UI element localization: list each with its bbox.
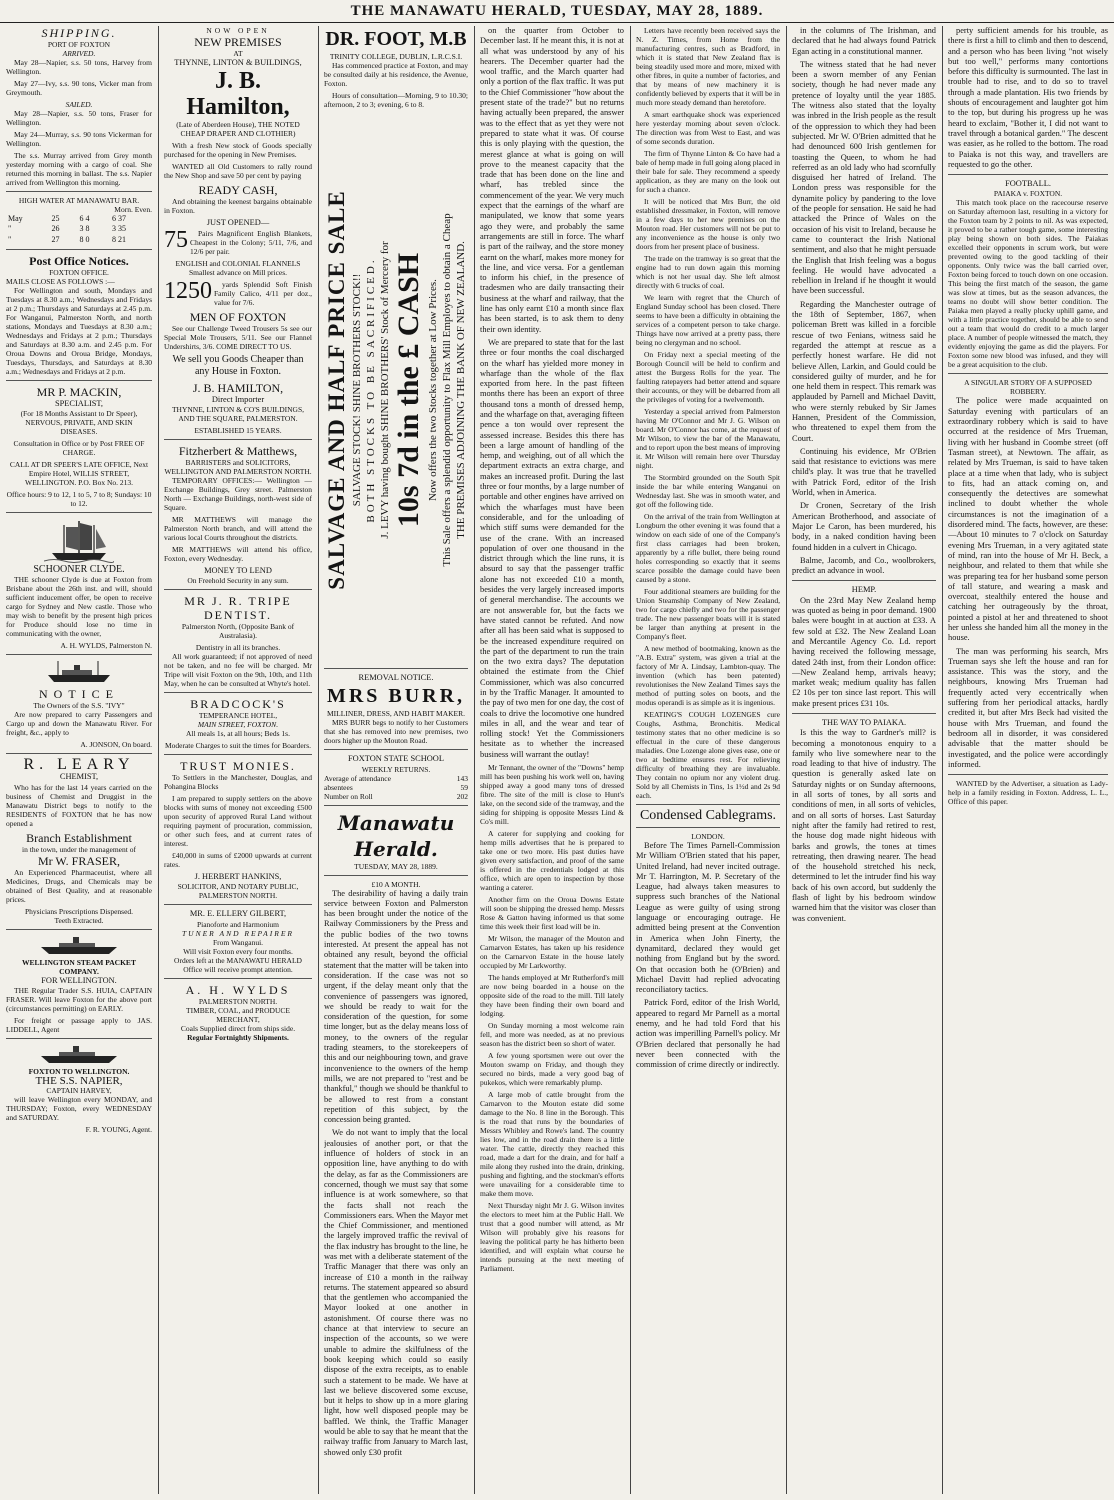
wylds-location: PALMERSTON NORTH. [198, 996, 278, 1006]
wylds-heading: A. H. WYLDS [185, 982, 291, 997]
cable-place: LONDON. [691, 832, 725, 841]
blankets-block [164, 229, 312, 259]
news-item: A large mob of cattle brought from the Carnarvon to the Mouton estate did some damage to the No. 8 line in the Borough. This is the road that runs by the boundaries of Messrs Whibley and Rowe's land. The country lies low, and in the road drain there is a little water. The cattle, directly they reached this road, made a dart for the drain, and for half a mile along they rushed into the drain, drinking, pushing and fighting, and the stockman's efforts were unavailing for a considerable time to make them move. [480, 1090, 624, 1199]
news-item: On the arrival of the train from Wellington at Longburn the other evening it was found that a window on each side of one of the Company's first class carriages had been broken, apparently by a rifle bullet, there being round holes corresponding so exactly that it seems scarce possible the damage could have been caused by a stone. [636, 512, 780, 584]
tripe-body: Dentistry in all its branches. [195, 643, 281, 653]
importer: Direct Importer [211, 394, 265, 404]
ellery-from: From Wanganui. [212, 937, 264, 947]
mackin-hours: Office hours: 9 to 12, 1 to 5, 7 to 8; Sundays: 10 to 12. [6, 490, 152, 509]
established: ESTABLISHED 15 YEARS. [194, 425, 282, 435]
foot-heading: DR. FOOT, M.B [325, 28, 467, 50]
removal-heading: REMOVAL NOTICE. [358, 673, 434, 682]
mails-heading: MAILS CLOSE AS FOLLOWS :— [6, 276, 115, 286]
news-item: Yesterday a special arrived from Palmerston having Mr O'Connor and Mr J. G. Wilson on board. Mr O'Connor has come, at the request of Mr Wilson, to view the bar of the Manawatu, and to report upon the best means of improving it. Mr Wilson will remain here over Thursday night. [636, 407, 780, 470]
hamilton-late: (Late of Aberdeen House), THE NOTED CHEAP DRAPER AND CLOTHIER) [176, 120, 300, 139]
jbh-address: THYNNE, LINTON & CO'S BUILDINGS, AND THE SQUARE, PALMERSTON. [171, 404, 305, 423]
shipping-heading: SHIPPING. [41, 26, 117, 40]
story-paragraph: The police were made acquainted on Saturday evening with particulars of an extraordinary robbery which is said to have occurred at the residence of Mrs Trueman, living with her husband in Coombe street (off Tasman street), at Newtown. The affair, as related by Mrs Trueman, is said to have taken place at a time when that lady, who is subject to fits, had an attack coming on, and consequently the detectives are somewhat inclined to doubt whether the whole circumstances is not the imagination of a disordered mind. The facts, however, are these:—About 10 minutes to 7 o'clock on Saturday evening Mrs Trueman, in a very agitated state of mind, ran into the house of Mr H. Beck, a neighbour, and related to them that while she was preparing tea for her husband some person of tall stature, and wearing a mask and overcoat, stealthily entered the house and catching her outrageously by the throat, pointed a pistol at her and threatened to shoot her unless she handed him all the money in the house. [948, 396, 1108, 643]
column-5 [636, 26, 780, 1494]
tide-day: 27 [51, 234, 60, 244]
just-opened: JUST OPENED— [206, 218, 270, 228]
cable-continued: in the columns of The Irishman, and declared that he had always found Patrick Egan acting in a constitutional manner. [792, 26, 936, 56]
calico-block [164, 280, 312, 310]
fraser-name: Mr W. FRASER, [37, 853, 121, 868]
news-item: A smart earthquake shock was experienced here yesterday morning about seven o'clock. The direction was from West to East, and was of some seconds duration. [636, 110, 780, 146]
ellery-sub: Pianoforte and Harmonium [196, 919, 280, 929]
arrived-heading: ARRIVED. [62, 49, 96, 58]
post-office-heading: Post Office Notices. [29, 253, 129, 268]
foot-sub: TRINITY COLLEGE, DUBLIN, L.R.C.S.I. [329, 52, 463, 61]
roll-label: Number on Roll [324, 791, 373, 801]
roll-value: 202 [456, 791, 468, 801]
wylds-sub: TIMBER, COAL, and PRODUCE MERCHANT, [186, 1005, 290, 1024]
way-continued: perty sufficient amends for his trouble, as there is first a hill to climb and then to descend, and a person who has been living "not wisely but too well," performs many contortions before this difficulty is surmounted. The last in trouble had to rise, and to do so to travel through a made plantation. His two friends by shouts of encouragement and laughter got him to the top, but during his progress up he was heard to exclaim, "Bother it, I did not want to travel through a botanical garden." The descent was easier, as he rolled to the bottom. The road to Paiaka is not this way, and travellers are requested to go the other. [948, 26, 1108, 169]
trust-body: To Settlers in the Manchester, Douglas, and Pohangina Blocks [164, 773, 312, 792]
leary-sub: CHEMIST, [59, 772, 99, 782]
ftw-captain: CAPTAIN HARVEY, [46, 1086, 112, 1096]
tide-day: 26 [51, 224, 60, 234]
cable-continued: Balme, Jacomb, and Co., woolbrokers, predict an advance in wool. [792, 555, 936, 576]
sale-line-1: SALVAGE STOCK! SHINE BROTHERS STOCK!! [351, 273, 363, 507]
tide-evening: 8 21 [112, 234, 127, 244]
blankets-body: Pairs Magnificent English Blankets, Cheapest in the Colony; 5/11, 7/6, and 12/6 per pair. [190, 228, 312, 256]
teeth-line: Teeth Extracted. [54, 915, 104, 925]
column-6 [792, 26, 936, 1494]
attendance-label: Average of attendance [324, 773, 391, 783]
cable-paragraph: Patrick Ford, editor of the Irish World, appeared to regard Mr Parnell as a mortal enemy, and he had told Ford that his action was imperilling Parnell's policy. Mr O'Brien declared that personally he had never been connected with the commission of crime directly or indirectly. [636, 998, 780, 1070]
notice-heading: NOTICE [39, 687, 119, 702]
sailing-entry: May 28—Napier, s.s. 50 tons, Fraser for Wellington. [6, 109, 152, 127]
bradcock-sub: TEMPERANCE HOTEL, [198, 711, 278, 721]
leary-heading: R. LEARY [23, 756, 135, 774]
mackin-address: CALL AT DR SPEER'S LATE OFFICE, Next Empire Hotel, WILLIS STREET, WELLINGTON. P.O. Box No. 213. [9, 460, 149, 488]
tide-morning: 6 4 [79, 214, 90, 223]
blankets-count: 75 [164, 228, 188, 253]
arrival-entry: May 28—Napier, s.s. 50 tons, Harvey from Wellington. [6, 58, 152, 76]
news-item: Mr Wilson, the manager of the Mouton and Carnarvon Estates, has taken up his residence on the Carnarvon Estate in the house lately occupied by Mr Larkworthy. [480, 934, 624, 971]
wsp-freight: For freight or passage apply to JAS. LIDDELL, Agent [6, 1016, 152, 1035]
fitzherbert-sub: BARRISTERS and SOLICITORS, [185, 457, 291, 467]
herald-nameplate: Manawatu Herald. [337, 810, 455, 861]
new-premises: NEW PREMISES [194, 35, 282, 49]
school-sub: WEEKLY RETURNS. [361, 764, 431, 774]
news-item: On Friday next a special meeting of the Borough Council will be held to confirm and attest the Burgess Rolls for the year. The faulting ratepayers had better attend and square their accounts, or they will be debarred from all the privileges of voting for a twelvemonth. [636, 350, 780, 404]
column-rule [474, 26, 475, 1494]
tide-month: " [8, 234, 12, 244]
thynne-buildings: THYNNE, LINTON & BUILDINGS, [174, 58, 302, 67]
jbh-heading: J. B. HAMILTON, [192, 380, 284, 395]
mackin-consult: Consultation in Office or by Post FREE OF CHARGE. [13, 439, 145, 458]
ellery-orders: Orders left at the MANAWATU HERALD Office will receive prompt attention. [174, 955, 302, 974]
money-heading: MONEY TO LEND [204, 565, 272, 575]
fitzherbert-offices: TEMPORARY OFFICES:— Wellington — Exchange Buildings, Grey street. Palmerston North — Exchange Buildings, north-west side of Square. [164, 475, 312, 512]
absentees-row [324, 783, 468, 792]
ftw-sign: F. R. YOUNG, Agent. [85, 1125, 152, 1135]
sale-title: SALVAGE AND HALF PRICE SALE [324, 190, 349, 590]
hankins-heading: J. HERBERT HANKINS, [194, 872, 282, 882]
editorial-continued: on the quarter from October to December last. If he meant this, it is not at all what was understood by any of his hearers. The December quarter had the wool traffic, and the March quarter had only a portion of the flax traffic. It was put to the Chief Commissioner "how about the present state of the trade?" but no returns having actually been prepared, the answer was to the effect that as yet they were not prepared to state what it was. Of course this is only playing with the question, the merest glance at what is going on will prove to the meanest capacity that the trade that has been done on the line and wharf, has trebled since the commencement of the year. We very much expect that the earnings of the wharf are manipulated, we know that some years ago they were, and probably the same arrangements are still in force. The wharf is part of the railway, and the store money earnt on the wharf, makes more money for the line, and vice versa. For a gentleman to inform his chief, in the presence of tradesmen who are daily transacting their business at the wharf and railway, that the line has only earnt £10 a month since flax has been started, is to ask them to deny their own identity. [480, 26, 624, 334]
port-heading: PORT OF FOXTON [47, 40, 111, 49]
steamer-icon [39, 1043, 119, 1065]
roll-row [324, 792, 468, 801]
keating-advert: KEATING'S COUGH LOZENGES cure Coughs, Asthma, Bronchitis. Medical testimony states that no other medicine is so effectual in the cure of these dangerous maladies. One Lozenge alone gives ease, one or two at bedtime ensures rest. For relieving difficulty of breathing they are invaluable. They contain no opium nor any violent drug. Sold by all Chemists in Tins, 1s 1½d and 2s 9d each. [636, 710, 780, 800]
men-body: See our Challenge Tweed Trousers 5s see our Special Mole Trousers, 5/11. See our Flannel Undershirts, 3/6. COME DIRECT TO US. [164, 323, 312, 351]
notice-sign: A. JONSON, On board. [80, 740, 152, 750]
wsp-body: THE Regular Trader S.S. HUIA, CAPTAIN FRASER. Will leave Foxton for the above port (circumstances permitting) on EARLY. [6, 986, 152, 1014]
tripe-address: Palmerston North, (Opposite Bank of Australasia). [181, 622, 295, 641]
sailing-entry: May 24—Murray, s.s. 90 tons Vickerman for Wellington. [6, 130, 152, 148]
news-item: The hands employed at Mr Rutherford's mill are now being boarded in a house on the opposite side of the road to the mill. Till lately they have been finding their own board and lodging. [480, 973, 624, 1019]
editorial-paragraph: We do not want to imply that the local jealousies of another port, or that the influence of holders of stock in an opposition line, have anything to do with the delay, as far as the Commissioners are concerned, though we must say that some influence is at work somewhere, so that the facts shall not reach the Commissioners ears. When the Mayor met the Chief Commissioner, and mentioned the largely improved traffic the revival of the flax industry has brought to the line, he was met with a deliberate statement of the Traffic Manager that there was only an increase of £10 a month in the railway returns. The statement appeared so absurd that the gentlemen who accompanied the Mayor looked at one another in astonishment. Of course there was no chance at that interview to secure an inspection of the accounts, so we were unable to admire the skilfulness of the book keeping which could so easily dispose of the extra receipts, as to enable such a statement to be made. We have at last we believe discovered some excuse, but it helps to show up in a more glaring light, how well disposed people may be baffled. We think, the Traffic Manager would be able to say that he meant that the railway traffic from January to March last, showed only £30 profit [324, 1128, 468, 1457]
tide-evening: 3 35 [112, 224, 127, 234]
hamilton-stock: With a fresh New stock of Goods specially purchased for the opening in New Premises. [164, 141, 312, 160]
trust-heading: TRUST MONIES. [180, 759, 296, 774]
now-open: NOW OPEN [206, 26, 270, 35]
trust-body-2: I am prepared to supply settlers on the above blocks with sums of money not exceeding £500 upon security of approved Rural Land without requiring payment of procuration, commission, or other such fees, and at current rates of interest. [164, 794, 312, 849]
column-3 [324, 26, 468, 1494]
sale-price: 10s 7d in the £ CASH [392, 252, 425, 528]
editorial-continued: We are prepared to state that for the last three or four months the coal discharged on the wharf has yielded more money in wharfage than the whole of the flax exported from here. In the past fifteen months there has been an export of three thousand tons a month of dressed hemp, and the wharfage on that, averaging fifteen pence a ton would over represent the assessed increase. Besides this there has been a large amount of handling of the hemp, and weighing, out of all which the department extracts an extra charge, and makes an increased profit. During the last three or four months, by a large number of portable and other engines have arrived on which the wharfages must have been considerable, and for the unloading of which stiff sums were demanded for the use of the crane. With an increased population of over one thousand in the district through which the line runs, it is absurd to say that the passenger traffic alone has not exceeded £10 a month, besides the very largely increased imports of general merchandise. The accounts we are not answerable for, but the facts we have stated cannot be refuted. And now after all has been said what is supposed to be the increased expenditure required on the part of the department to run the train on the two extra days? The deputation obtained the estimate from the Chief Commissioner, which was also concurred in by the Traffic Manager. It amounted to the pay of two men for one day, the cost of coals to drive the locomotive one hundred miles in all, and the wear and tear of rolling stock! Yet the Commissioners hesitate as to whether the increased business will warrant the outlay! [480, 337, 624, 759]
money-body: On Freehold Security in any sum. [187, 576, 289, 586]
news-item: On Sunday morning a most welcome rain fell, and more was needed, as at no previous season has the district been so short of water. [480, 1021, 624, 1049]
absentees-value: 59 [460, 782, 468, 792]
column-7 [948, 26, 1108, 1494]
sailed-heading: SAILED. [65, 100, 93, 109]
prescriptions-line: Physicians Prescriptions Dispensed. [24, 906, 134, 916]
burr-heading: MRS BURR, [326, 685, 466, 708]
bradcock-moderate: Moderate Charges to suit the times for Boarders. [164, 741, 312, 751]
leary-under: in the town, under the management of [22, 844, 136, 854]
burr-sub: MILLINER, DRESS, AND HABIT MAKER. [327, 709, 465, 719]
news-item: We learn with regret that the Church of England Sunday school has been closed. There seems to have been a difficulty in obtaining the services of a competent person to take charge. Things have now arrived at a pretty pass, there being no clergyman and no school. [636, 293, 780, 347]
arrival-entry: May 27—Ivy, s.s. 90 tons, Vicker man from Greymouth. [6, 79, 152, 97]
tide-table [6, 214, 152, 245]
tide-columns: Morn. Even. [114, 205, 152, 214]
editorial-date: TUESDAY, MAY 28, 1889. [354, 861, 438, 871]
burr-body: MRS BURR begs to notify to her Customers that she has removed into new premises, two doors higher up the Mouton Road. [324, 718, 468, 746]
column-1 [6, 26, 152, 1494]
salvage-sale-rotated [324, 120, 468, 660]
wsp-heading: WELLINGTON STEAM PACKET COMPANY. [22, 957, 136, 976]
football-heading: FOOTBALL. [1005, 179, 1051, 189]
ftw-heading: FOXTON TO WELLINGTON. [28, 1067, 130, 1077]
hamilton-bargains: And obtaining the keenest bargains obtainable in Foxton. [164, 197, 312, 216]
football-body: This match took place on the racecourse reserve on Saturday afternoon last, resulting in a victory for the Foxton team by 2 points to nil. As was expected, it proved to be a rather tough game, some interesting play being shown on both sides. The Paiakas excelled their opponents in scrum work, but were prevented owing to the good tackling of their opponents. Only twice was the ball carried over, Foxton being forced to touch down on one occasion. This being the first match of the season, the game was slow at times, but as the season advances, the teams no doubt will show better condition. The Paiaka men played a really plucky uphill game, and with a little practice together, should be able to send out a team that would do credit to a much larger place. A number of people witnessed the match, they evidently enjoying the game as did the players. For Foxton some new blood was infused, and they will be a great acquisition to the club. [948, 198, 1108, 370]
tide-row [6, 224, 152, 234]
column-4 [480, 26, 624, 1494]
leary-body-2: An Experienced Pharmaceutist, where all Medicines, Drugs, and Chemicals may be obtained of Best Quality, and at reasonable prices. [6, 867, 152, 904]
cablegrams-heading: Condensed Cablegrams. [639, 808, 777, 823]
sale-line-4: This Sale offers a splendid opportunity to Flax Mill Employes to obtain a Cheap [441, 213, 453, 567]
trust-body-3: £40,000 in sums of £2000 upwards at current rates. [164, 851, 312, 870]
calico-count: 1250 [164, 279, 212, 304]
men-heading: MEN OF FOXTON [189, 309, 287, 324]
leary-body: Who has for the last 14 years carried on the business of Chemist and Druggist in the Manawatu District begs to notify to the RESIDENTS of FOXTON that he has now opened a [6, 782, 152, 828]
cable-continued: Dr Cronen, Secretary of the Irish American Brotherhood, and associate of Major Le Caron, has been murdered, his body, in a naked condition having been found hidden in a culvert in Chicago. [792, 501, 936, 552]
wanted-advert: WANTED by the Advertiser, a situation as Lady-help in a family residing in Foxton. Address, L. L., Office of this paper. [948, 779, 1108, 807]
ellery-tuner: TUNER AND REPAIRER [182, 928, 294, 938]
tide-month: May [8, 214, 23, 223]
sailing-ship-icon [44, 517, 114, 563]
way-heading: THE WAY TO PAIAKA. [821, 718, 907, 727]
cable-continued: Continuing his evidence, Mr O'Brien said that resistance to evictions was mere child's play. It was true that he travelled with Patrick Ford, editor of the Irish World, when in America. [792, 446, 936, 498]
column-rule [158, 26, 159, 1494]
absentees-label: absentees [324, 782, 353, 792]
tide-row [6, 214, 152, 224]
schooner-body: THE schooner Clyde is due at Foxton from Brisbane about the 26th inst. and will, should sufficient inducement offer, be open to receive cargo for Sydney and New castle. Those who may wish to benefit by the present high prices for Produce should lose no time in communicating with the owner, [6, 575, 152, 639]
ellery-heading: MR. E. ELLERY GILBERT, [189, 909, 287, 919]
tripe-heading: MR J. R. TRIPE [184, 594, 292, 609]
news-item: A new method of bootmaking, known as the "A.B. Extra" system, was given a trial at the factory of Mr A. Lindsay, Lambton-quay. The invention (which has been patented) revolutionises the New Zealand Times says the method of putting soles on boots, and the modus operandi is as simple as it is ingenious. [636, 644, 780, 707]
tide-row [6, 235, 152, 245]
column-rule [942, 26, 943, 1494]
tide-evening: 6 37 [112, 214, 127, 223]
story-heading: A SINGULAR STORY OF A SUPPOSED ROBBERY. [964, 378, 1092, 397]
branch-heading: Branch Establishment [26, 830, 132, 845]
wylds-shipments: Regular Fortnightly Shipments. [187, 1032, 289, 1042]
cable-continued: The witness stated that he had never been a sworn member of any Fenian society, though he had never made any pretence of loyalty until the year 1885. The witness also stated that the loyalty was inbred in the Irish people as the result of the oppression to which they had been subjected. Mr W. O'Brien admitted that he had denounced 600 Irish gentlemen for toasting the Queen, to whom he had referred as an old lady who had scornfully disguised her hatred of Ireland. The London press was responsible for the dynamite policy by pandering to the love of the people for sensation. He said he had attacked the Prince of Wales on the occasion of his visit to Ireland, because he came to counteract the Irish National sentiment, and also that he might persuade the English that Irish feeling was a bogus feeling. He would have advocated a rebellion in Ireland if he thought it would have been successful. [792, 59, 936, 296]
sale-line-2: BOTH STOCKS TO BE SACRIFICED. [365, 257, 377, 523]
hamilton-heading: J. B. Hamilton, [186, 68, 290, 121]
story-paragraph: The man was performing his search, Mrs Trueman says she left the house and ran for assistance. This was the story, and the neighbours, knowing Mrs Trueman had frequently acted very eccentrically when suffering from her periodical attacks, hardly credited it, but after Mrs Beck had visited the house with Mrs Trueman, and found the bedroom all in disorder, it was considered advisable that the matter should be investigated, and the police were accordingly informed. [948, 646, 1108, 769]
ready-cash: READY CASH, [198, 183, 278, 198]
schooner-heading: SCHOONER CLYDE. [33, 564, 125, 576]
hemp-heading: HEMP. [851, 585, 877, 595]
post-office-sub: FOXTON OFFICE. [49, 267, 109, 277]
news-item: The Stormbird grounded on the South Spit inside the bar while entering Wanganui on Wednesday last. She was in smooth water, and got off the following tide. [636, 473, 780, 509]
wsp-sub: FOR WELLINGTON. [41, 975, 117, 985]
flannels: ENGLISH and COLONIAL FLANNELS Smallest advance on Mill prices. [175, 258, 301, 277]
masthead-title: THE MANAWATU HERALD, TUESDAY, MAY 28, 1889. [350, 3, 764, 19]
attendance-value: 143 [456, 773, 468, 783]
foot-body: Has commenced practice at Foxton, and may be consulted daily at his residence, the Avenue, Foxton. [324, 61, 468, 88]
sale-line-5: THE PREMISES ADJOINING THE BANK OF NEW ZEALAND. [455, 241, 467, 539]
editorial-heading: £10 A MONTH. [371, 879, 421, 889]
sale-levy: J. LEVY having bought SHINE BROTHERS' Stock of Mercery for [379, 241, 391, 539]
hamilton-wanted: WANTED all Old Customers to rally round the New Shop and save 50 per cent by paying [164, 162, 312, 181]
dentist-heading: DENTIST. [203, 608, 273, 623]
notice-body: Are now prepared to carry Passengers and Cargo up and down the Manawatu River. For freight, &c., apply to [6, 710, 152, 738]
matthews-body: MR MATTHEWS will manage the Palmerston North branch, and will attend the various local Courts throughout the districts. [164, 514, 312, 542]
column-rule [786, 26, 787, 1494]
news-item: It will be noticed that Mrs Burr, the old established dressmaker, in Foxton, will remove in a few days to her new premises on the Mouton road. Her customers will not be put to any inconvenience as the house is only two doors from her present place of business. [636, 197, 780, 251]
at-label: AT [233, 49, 243, 58]
masthead [0, 0, 1114, 23]
news-item: The trade on the tramway is so great that the engine had to run down again this morning which is not her usual day. She left almost directly with 6 trucks of coal. [636, 254, 780, 290]
steamer-icon [39, 934, 119, 956]
schooner-sign: A. H. WYLDS, Palmerston N. [60, 641, 152, 651]
mackin-name: MR P. MACKIN, [36, 384, 122, 399]
calico-body: yards Splendid Soft Finish Family Calico, 4/11 per doz., value for 7/6. [214, 279, 312, 307]
way-body: Is this the way to Gardner's mill? is becoming a monotonous enquiry to a family who live somewhere near to the road leading to that hive of industry. The question is generally asked late on Saturday nights or on Sunday afternoons, in all sorts of tones, by all sorts and conditions of men, in all sorts of vehicles, and on all sorts of horses. Last Saturday night after the family had retired to rest, the house dog made night hideous with barks and growls, the tones at times retreating, then drawing nearer. The head of the household stretched his neck, determined to let the intruder find his way back of his own accord, but suddenly the flash of light by his bedroom window warned him that the visitor was closer than was convenient. [792, 728, 936, 923]
ftw-ship: THE S.S. NAPIER, [35, 1075, 123, 1088]
news-item: Letters have recently been received says the N. Z. Times, from Home from the manufacturing centres, such as Bradford, in which it is stated that New Zealand flax is being steadily used more and more, mixed with other fibres, in quite a number of factories, and that by means of new machinery it is confidently believed by experts that it will be in much more steady demand than heretofore. [636, 26, 780, 107]
matthews-body-2: MR MATTHEWS will attend his office, Foxton, every Wednesday. [164, 544, 312, 563]
news-item: Four additional steamers are building for the Union Steamship Company of New Zealand, two for cargo chiefly and two for the passenger trade. The new passenger boats will it is stated be larger than anything at present in the Company's fleet. [636, 587, 780, 641]
editorial-paragraph: The desirability of having a daily train service between Foxton and Palmerston has been brought under the notice of the Railway Commissioners by the Press and the public bodies of the two towns interested. At present the appeal has not obtained any result, beyond the official statement that the matter will be taken into consideration. If the case was not so urgent, if the delay meant only that the convenience of passengers was ignored, we should be ready to wait for the consideration of the question, for some time longer, but as the delay means loss of money, to the owners of the regular trading steamers, to the storekeepers of this and our neighbouring town, and grave inconvenience to the owners of the hemp mills, we are not prepared to "rest and be thankful," though we should be thankful to be allowed to rest from a constant repetition of this subject, by the concession being granted. [324, 888, 468, 1125]
news-item: Another firm on the Oroua Downs Estate will soon be shipping the dressed hemp. Messrs Rose & Gatton having informed us that some time this week their first load will be in. [480, 895, 624, 932]
bradcock-meals: All meals 1s, at all hours; Beds 1s. [186, 729, 290, 739]
news-item: Mr Tennant, the owner of the "Downs" hemp mill has been pushing his work well on, having shipped away a good many tons of dressed fibre. The site of the mill is close to Hunt's lake, on the second side of the tramway, and the siding for shipping is opposite Messrs Lind & Co's mill. [480, 763, 624, 827]
bradcock-street: MAIN STREET, FOXTON. [197, 720, 279, 730]
bradcock-heading: BRADCOCK'S [190, 697, 286, 712]
tide-morning: 3 8 [79, 224, 90, 234]
ftw-body: will leave Wellington every MONDAY, and THURSDAY; Foxton, every WEDNESDAY and SATURDAY. [6, 1095, 152, 1123]
school-heading: FOXTON STATE SCHOOL [348, 754, 444, 764]
cheaper-line: We sell you Goods Cheaper than any House in Foxton. [172, 353, 304, 377]
cable-continued: Regarding the Manchester outrage of the 18th of September, 1867, when policeman Brett was killed in a forcible rescue of two Fenians, witness said he regarded the attempt at rescue as a perfectly honest warfare. He did not believe Allen, Larkin, and Gould could be considered guilty of murder, and he for one held them in respect. This remark was applauded by Parnell and Michael Davitt, who were sternly rebuked by Sir James Hannen, President of the Commission, who threatened to expel them from the Court. [792, 299, 936, 443]
tide-day: 25 [51, 214, 60, 223]
ellery-visit: Will visit Foxton every four months. [183, 946, 293, 956]
attendance-row [324, 774, 468, 783]
column-2 [164, 26, 312, 1494]
tide-morning: 8 0 [79, 234, 90, 244]
sale-line-3: Now offers the two Stocks together at Low Prices. [427, 279, 439, 501]
news-item: A caterer for supplying and cooking for hemp mills advertises that he is prepared to take one or two more. His past duties have given every satisfaction, and proof of the same is offered in the credentials lodged at this office, which are open to inspection by those wanting a caterer. [480, 829, 624, 893]
mackin-sub: SPECIALIST, [54, 398, 103, 408]
wylds-coal: Coals Supplied direct from ships side. [180, 1023, 296, 1033]
column-rule [630, 26, 631, 1494]
column-rule [318, 26, 319, 1494]
fitzherbert-heading: Fitzherbert & Matthews, [178, 443, 298, 458]
notice-sub: The Owners of the S.S. "IVY" [33, 701, 125, 711]
tide-heading: HIGH WATER AT MANAWATU BAR. [18, 196, 140, 205]
tripe-body-2: All work guaranteed; if not approved of need not be taken, and no fee will be charged. Mr Tripe will visit Foxton on the 9th, 10th, and 11th May, when he can be consulted at Whyte's hotel. [164, 652, 312, 689]
salvage-sale-ad [324, 112, 468, 669]
news-item: The firm of Thynne Linton & Co have had a bale of hemp made in full going along placed in their bale for sale. They recommend a speedy application, as they are many on the look out for such a chance. [636, 149, 780, 194]
tide-month: " [8, 224, 12, 234]
football-sub: PAIAKA v. FOXTON. [993, 189, 1063, 199]
mails-body: For Wellington and south, Mondays and Tuesdays at 8.30 a.m.; Wednesdays and Fridays at 2 p.m.; Thursdays and Saturdays at 2.45 p.m. For Wanganui, Palmerston North, and north stations, Mondays and Tuesdays at 8.30 a.m.; Wednesdays and Fridays at 2 p.m.; Thursdays and Saturdays at 8.30 a.m. and 2.45 p.m. For Oroua Downs and Oroua Bridge, Mondays, Tuesdays, Thursdays, and Saturdays at 8.30 a.m.; Wednesdays and Fridays at 2 p.m. [6, 285, 152, 376]
fitzherbert-loc: WELLINGTON AND PALMERSTON NORTH. [164, 466, 312, 476]
news-item: Next Thursday night Mr J. G. Wilson invites the electors to meet him at the Public Hall. We trust that a good number will attend, as Mr Wilson will probably give his reasons for leaving the political party he has hitherto been identified, and will explain what course he intends pursuing at the next meeting of Parliament. [480, 1201, 624, 1274]
cable-paragraph: Before The Times Parnell-Commission Mr William O'Brien stated that his paper, United Ireland, had never incited outrage. Mr T. Harrington, M. P. Secretary of the League, had always taken measures to suppress such branches of the National League as were guilty of using strong language or encouraging outrage. He admitted being present at the Convention in America when John Finerty, the dynamitard, declared they would get nothing from England but by the sword. On that occasion both he (O'Brien) and Michael Davitt had replied advocating reconciliatory tactics. [636, 841, 780, 995]
hemp-body: On the 23rd May New Zealand hemp was quoted as being in poor demand. 1900 bales were bought in at auction at £33. A few sold at £32. The New Zealand Loan and Mercantile Agency Co. Ld. report having received the following message, dated 24th inst, from their London office:—New Zealand hemp, arrivals heavy; market weak; medium quality has fallen £2 10s per ton since last report. This will make present prices £31 10s. [792, 595, 936, 708]
mackin-body: (For 18 Months Assistant to Dr Speer), NERVOUS, PRIVATE, AND SKIN DISEASES. [20, 409, 138, 437]
foot-hours: Hours of consultation—Morning, 9 to 10.30; afternoon, 2 to 3; evening, 6 to 8. [324, 91, 468, 109]
shipping-note: The s.s. Murray arrived from Grey month yesterday morning with a cargo of coal. She returned this morning in ballast. The s.s. Napier arrived from Wellington this morning. [6, 151, 152, 187]
steamship-icon [44, 659, 114, 685]
hankins-sub: SOLICITOR, AND NOTARY PUBLIC, PALMERSTON NORTH. [177, 882, 299, 901]
news-item: A few young sportsmen were out over the Mouton swamp on Friday, and though they secured no birds, made a very good bag of pukekos, which were remarkably plump. [480, 1051, 624, 1088]
